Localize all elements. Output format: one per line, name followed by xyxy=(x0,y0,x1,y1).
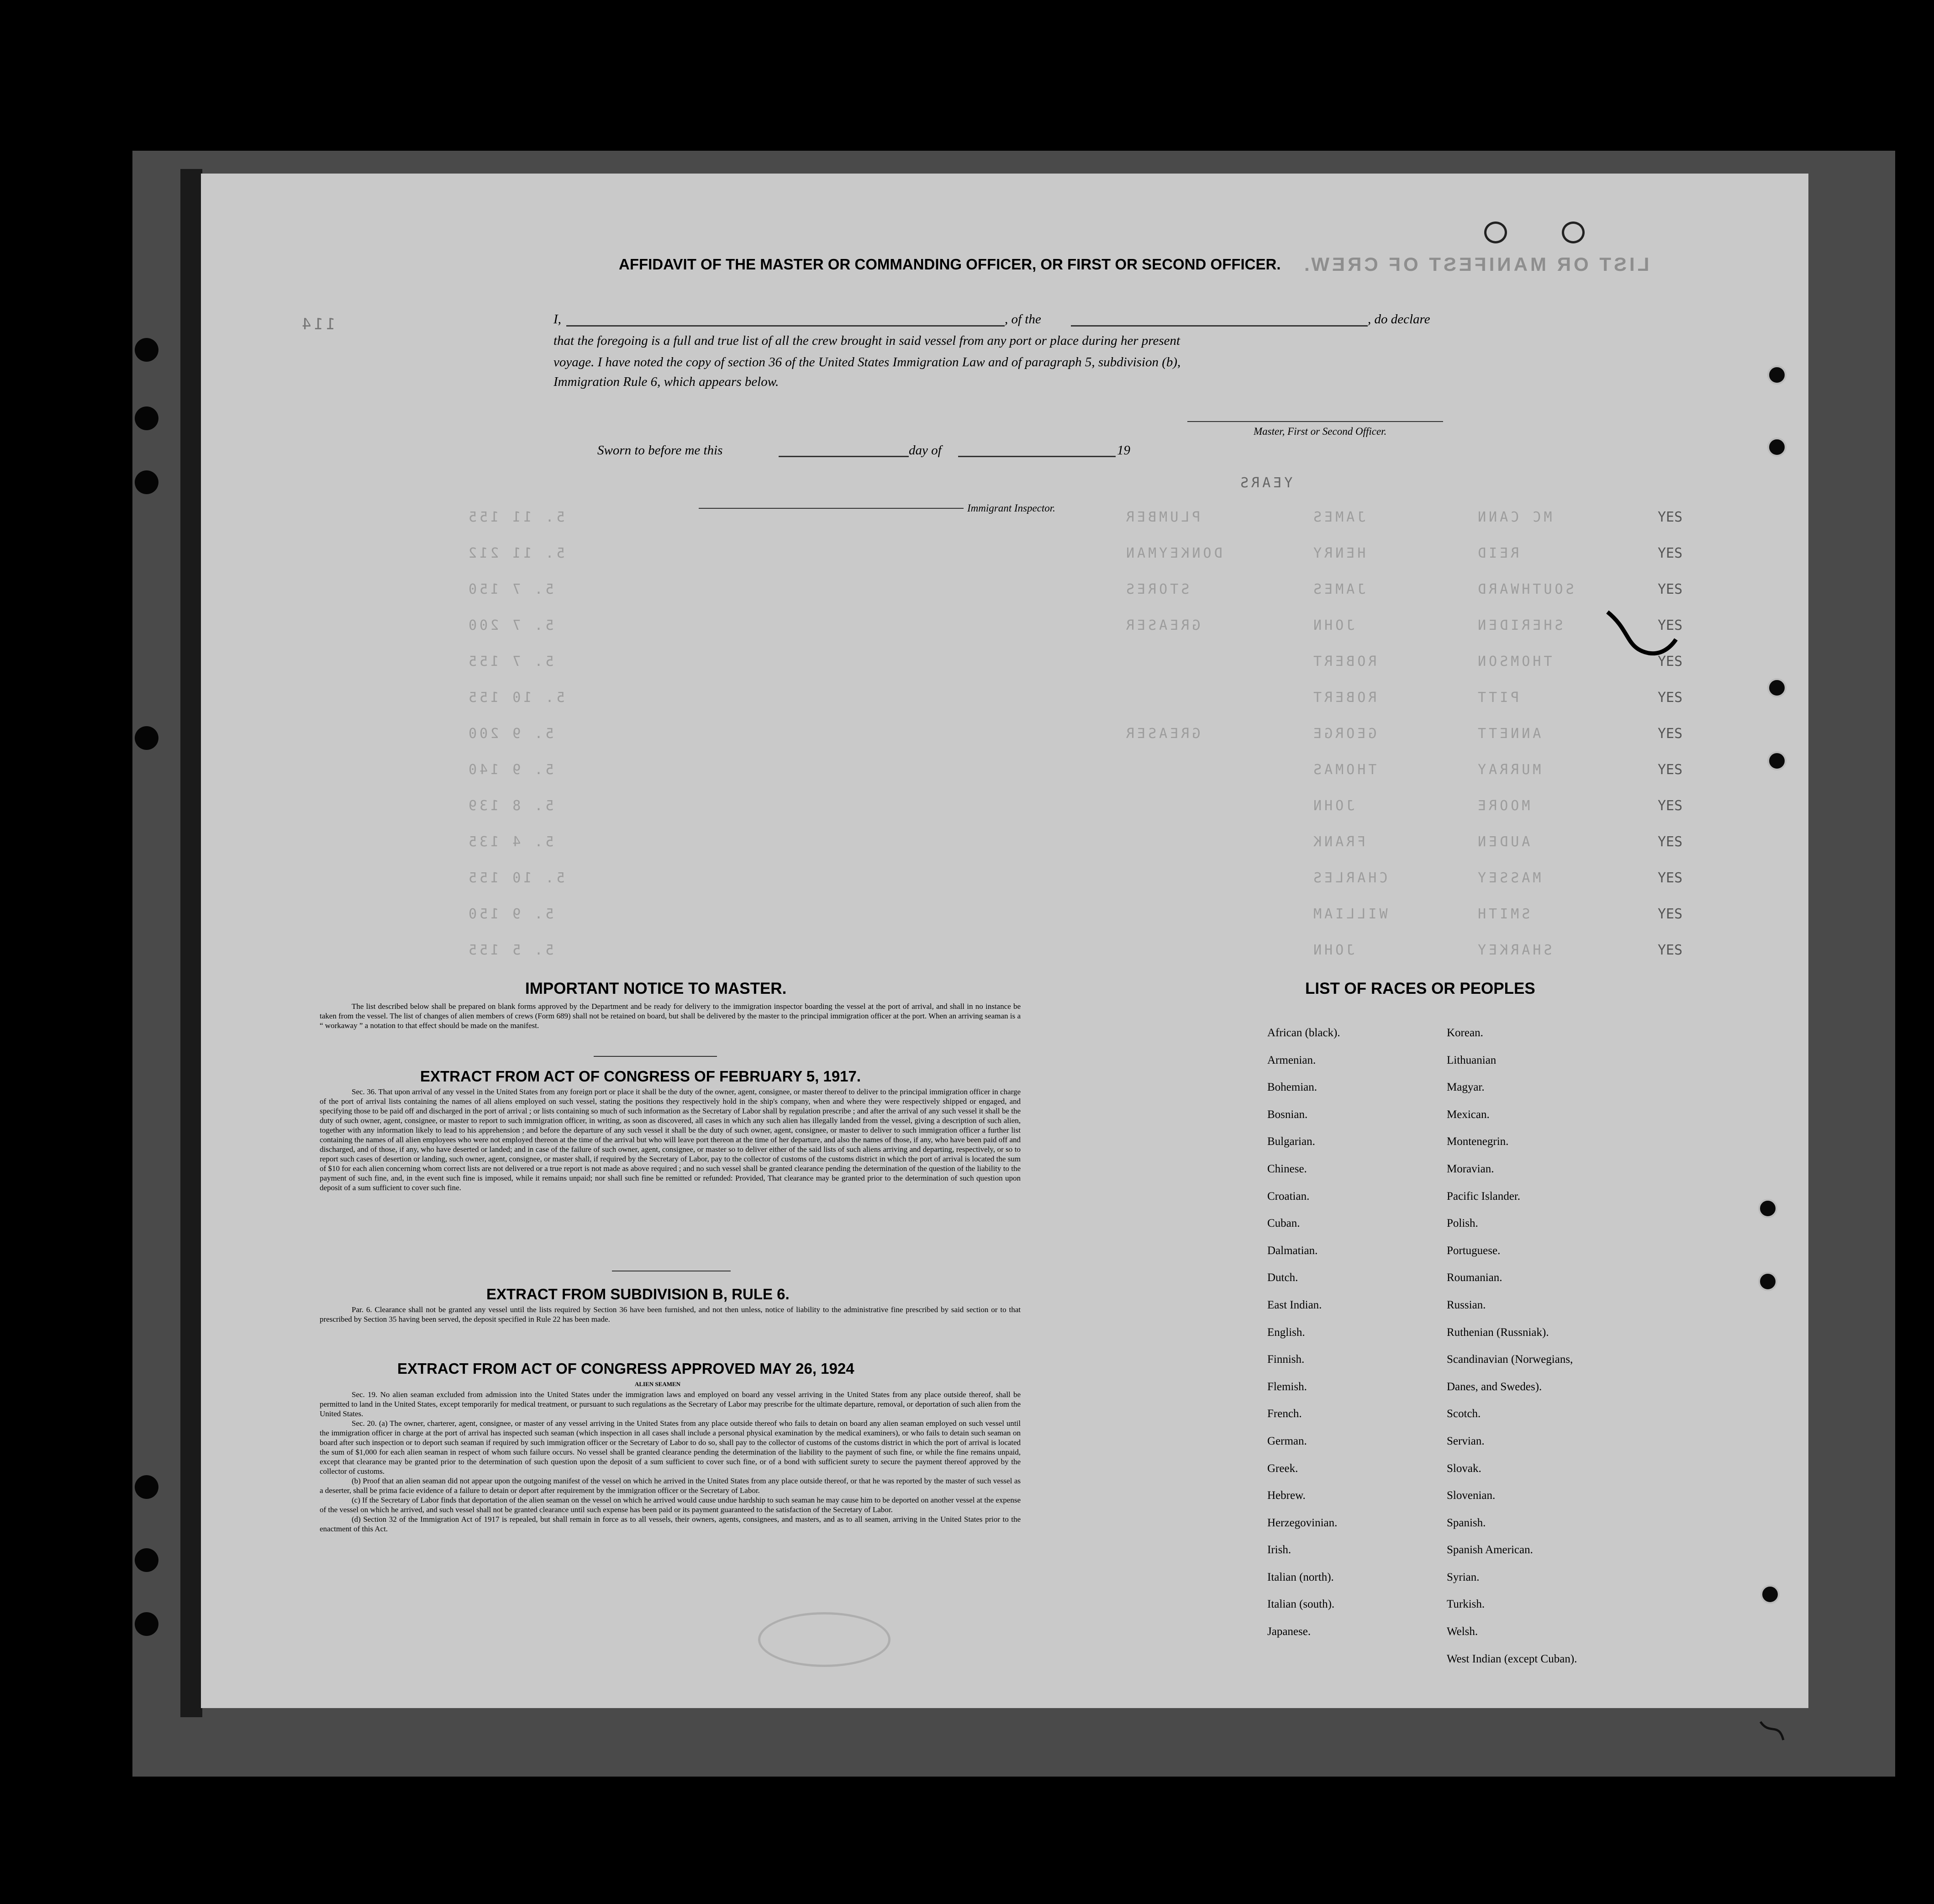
race-entry: Ruthenian (Russniak). xyxy=(1447,1326,1549,1339)
punch-hole xyxy=(1767,678,1786,697)
master-name-line[interactable] xyxy=(566,325,1005,327)
race-entry: German. xyxy=(1267,1435,1307,1447)
race-entry: Cuban. xyxy=(1267,1217,1300,1230)
bleed-yes: YES xyxy=(1658,762,1683,778)
bleed-cell: SHERIDEN xyxy=(1475,617,1563,633)
race-entry: Dutch. xyxy=(1267,1271,1298,1284)
punch-hole xyxy=(1758,1272,1777,1291)
bleed-yes: YES xyxy=(1658,654,1683,670)
bleed-cell: JAMES xyxy=(1311,581,1366,597)
bleed-cell: THOMSON xyxy=(1475,654,1552,670)
race-entry: Chinese. xyxy=(1267,1162,1307,1175)
bleed-cell: GEORGE xyxy=(1311,726,1377,742)
extract-1924-title: EXTRACT FROM ACT OF CONGRESS APPROVED MAY 26, 1924 xyxy=(397,1360,854,1377)
sec20b-paragraph: (b) Proof that an alien seaman did not appear upon the outgoing manifest of the vessel on which he arrived in the United States from any place outside thereof, or that he was reported by the master of such vessel as a deserter, shall be prima facie evidence of a failure to detain or deport after requirement by the immigration officer or the Secretary of Labor. xyxy=(320,1477,1021,1495)
binder-hole xyxy=(135,338,158,362)
bleed-yes: YES xyxy=(1658,906,1683,922)
race-entry: Spanish. xyxy=(1447,1516,1486,1529)
race-entry: Syrian. xyxy=(1447,1571,1480,1583)
race-entry: Roumanian. xyxy=(1447,1271,1502,1284)
binder-hole xyxy=(135,1548,158,1572)
signature-caption: Master, First or Second Officer. xyxy=(1254,426,1387,437)
bleed-cell: THOMAS xyxy=(1311,762,1377,778)
divider xyxy=(594,1056,717,1057)
bleed-header: LIST OR MANIFEST OF CREW. xyxy=(1302,253,1649,275)
race-entry: Moravian. xyxy=(1447,1162,1494,1175)
bleed-cell: 5. 4 135 xyxy=(466,834,554,850)
notice-body: The list described below shall be prepared on blank forms approved by the Department and be ready for delivery to the immigration inspector boarding the vessel at the port of arrival, and shall in no instance be taken from the vessel. The list of changes of alien members of crews (Form 689) shall not be retained on board, but shall be delivered by the master to the principal immigration officer at the port. When an arriving seaman is a “ workaway ” a notation to that effect should be made on the manifest. xyxy=(320,1002,1021,1030)
race-entry: Japanese. xyxy=(1267,1625,1311,1638)
bleed-yes: YES xyxy=(1658,834,1683,850)
sworn-day-line[interactable] xyxy=(779,456,909,457)
race-entry: Portuguese. xyxy=(1447,1244,1501,1257)
bleed-yes: YES xyxy=(1658,545,1683,561)
bleed-cell: REID xyxy=(1475,545,1519,561)
sec20a-paragraph: Sec. 20. (a) The owner, charterer, agent, consignee, or master of any vessel arriving in the United States from any place outside thereof who fails to detain on board any alien seaman employed on such vessel until the immigration officer in charge at the port of arrival has inspected such seaman (which inspection in all cases shall include a personal physical examination by the medical examiners), or who fails to detain such seaman on board after such inspection or to deport such seaman if required by such immigration officer or the Secretary of Labor to do so, shall pay to the collector of customs of the customs district in which the port of arrival is located the sum of $1,000 for each alien seaman in respect of whom such failure occurs. No vessel shall be granted clearance pending the determination of the liability to the payment of such fine, or while the fine remains unpaid, except that clearance may be granted prior to the determination of such question upon the deposit of a sum sufficient to cover such fine, or of a bond with sufficient surety to secure the payment thereof approved by the collector of customs. xyxy=(320,1419,1021,1476)
extract-1924-subtitle: ALIEN SEAMEN xyxy=(635,1381,681,1387)
sworn-year: 19 xyxy=(1117,443,1130,458)
race-entry: Dalmatian. xyxy=(1267,1244,1318,1257)
bleed-cell: SHARKEY xyxy=(1475,942,1552,958)
bleed-cell: AUDEN xyxy=(1475,834,1530,850)
extract-rule6-body: Par. 6. Clearance shall not be granted any vessel until the lists required by Section 36 have been furnished, and not then unless, notice of liability to the administrative fine prescribed by said section or to that prescribed by Section 35 having been served, the deposit specified in Rule 22 has been made. xyxy=(320,1305,1021,1324)
binder-hole xyxy=(135,470,158,494)
vessel-name-line[interactable] xyxy=(1071,325,1368,327)
extract-1924-body xyxy=(320,1390,1021,1534)
race-entry: Slovak. xyxy=(1447,1462,1481,1475)
handwritten-mark xyxy=(1598,603,1690,667)
binder-hole xyxy=(135,726,158,750)
punch-hole xyxy=(1767,751,1786,770)
bleed-yes: YES xyxy=(1658,942,1683,958)
bleed-yes: YES xyxy=(1658,581,1683,597)
bleed-yes: YES xyxy=(1658,690,1683,706)
affidavit-line-3: voyage. I have noted the copy of section 36 of the United States Immigration Law and of paragraph 5, subdivision (b), xyxy=(553,355,1181,369)
race-entry: Italian (north). xyxy=(1267,1571,1334,1583)
races-left-column xyxy=(1267,1027,1340,1653)
bleed-cell: MURRAY xyxy=(1475,762,1541,778)
race-entry: Servian. xyxy=(1447,1435,1485,1447)
affidavit-title: AFFIDAVIT OF THE MASTER OR COMMANDING OFFICER, OR FIRST OR SECOND OFFICER. xyxy=(619,256,1281,273)
extract-1917-body: Sec. 36. That upon arrival of any vessel in the United States from any foreign port or place it shall be the duty of the owner, agent, consignee, or master thereof to deliver to the principal immigration officer in charge of the port of arrival lists containing the names of all aliens employed on such vessel, stating the positions they respectively hold in the ship's company, when and where they were respectively shipped or engaged, and specifying those to be paid off and discharged in the port of arrival ; or lists containing so much of such information as the Secretary of Labor shall by regulation prescribe ; and after the arrival of any such vessel it shall be the duty of such owner, agent, consignee, or master to report to such immigration officer, in writing, as soon as discovered, all cases in which any such alien has illegally landed from the vessel, giving a description of such alien, together with any information likely to lead to his apprehension ; and before the departure of any such vessel it shall be the duty of such owner, agent, consignee, or master to deliver to such immigration officer a further list containing the names of all alien employees who were not employed thereon at the time of the arrival but who will leave port thereon at the time of her departure, and also the names of those, if any, who have been paid off and discharged, and of those, if any, who have deserted or landed; and in case of the failure of such owner, agent, consignee, or master so to deliver either of the said lists of such aliens arriving and departing, respectively, or so to report such cases of desertion or landing, such owner, agent, consignee, or master shall, if required by the Secretary of Labor, pay to the collector of customs of the customs district in which the port of arrival is located the sum of $10 for each alien concerning whom correct lists are not delivered or a true report is not made as above required ; and no such vessel shall be granted clearance pending the determination of the question of the liability to the payment of such fine, and, in the event such fine is imposed, while it remains unpaid; nor shall such fine be remitted or refunded: Provided, That clearance may be granted prior to the determination of such question upon deposit of a sum sufficient to cover such fine. xyxy=(320,1087,1021,1192)
bleed-cell: 5. 9 150 xyxy=(466,906,554,922)
race-entry: Bosnian. xyxy=(1267,1108,1308,1121)
bleed-cell: 5. 11 155 xyxy=(466,509,565,525)
race-entry: East Indian. xyxy=(1267,1298,1322,1311)
binder-hole xyxy=(135,1612,158,1636)
bleed-cell: WILLIAM xyxy=(1311,906,1388,922)
bleed-yes: YES xyxy=(1658,798,1683,814)
sworn-text: Sworn to before me this xyxy=(597,443,723,458)
race-entry: West Indian (except Cuban). xyxy=(1447,1652,1577,1665)
bleed-cell: ROBERT xyxy=(1311,690,1377,706)
affidavit-i: I, xyxy=(553,312,561,327)
bleed-cell: MOORE xyxy=(1475,798,1530,814)
inspector-line[interactable] xyxy=(699,508,964,509)
punch-hole xyxy=(1760,1585,1780,1604)
affidavit-of-the: , of the xyxy=(1005,312,1041,327)
affidavit-line-4: Immigration Rule 6, which appears below. xyxy=(553,374,779,389)
races-title: LIST OF RACES OR PEOPLES xyxy=(1305,980,1535,997)
extract-1917-title: EXTRACT FROM ACT OF CONGRESS OF FEBRUARY 5, 1917. xyxy=(420,1068,861,1085)
race-entry: Irish. xyxy=(1267,1544,1291,1556)
race-entry: Hebrew. xyxy=(1267,1489,1306,1502)
bleed-cell: STORES xyxy=(1123,581,1190,597)
signature-line[interactable] xyxy=(1187,421,1443,422)
faint-stamp-seal xyxy=(758,1612,891,1667)
bleed-cell: JAMES xyxy=(1311,509,1366,525)
race-entry: French. xyxy=(1267,1408,1302,1420)
bleed-cell: 5. 7 155 xyxy=(466,654,554,670)
race-entry: Finnish. xyxy=(1267,1353,1305,1366)
race-entry: Slovenian. xyxy=(1447,1489,1496,1502)
bleed-yes: YES xyxy=(1658,870,1683,886)
sec20c-paragraph: (c) If the Secretary of Labor finds that deportation of the alien seaman on the vessel on which he arrived would cause undue hardship to such seaman he may cause him to be deported on another vessel at the expense of the vessel on which he arrived, and such vessel shall not be granted clearance until such expense has been paid or its payment guaranteed to the satisfaction of the Secretary of Labor. xyxy=(320,1496,1021,1514)
notice-title: IMPORTANT NOTICE TO MASTER. xyxy=(525,980,787,997)
sec19-paragraph: Sec. 19. No alien seaman excluded from admission into the United States under the immigration laws and employed on board any vessel arriving in the United States from any place outside thereof, shall be permitted to land in the United States, except temporarily for medical treatment, or pursuant to such regulations as the Secretary of Labor may prescribe for the ultimate departure, removal, or deportation of such alien from the United States. xyxy=(320,1390,1021,1418)
races-right-column xyxy=(1447,1027,1577,1680)
race-entry: Magyar. xyxy=(1447,1081,1485,1094)
bleed-yes: YES xyxy=(1658,509,1683,525)
bleed-cell: 5. 10 155 xyxy=(466,690,565,706)
bleed-cell: 5. 8 139 xyxy=(466,798,554,814)
bleed-cell: CHARLES xyxy=(1311,870,1388,886)
binding-strip xyxy=(180,169,202,1717)
bleed-cell: 5. 5 155 xyxy=(466,942,554,958)
bleed-cell: JOHN xyxy=(1311,942,1355,958)
extract-rule6-title: EXTRACT FROM SUBDIVISION B, RULE 6. xyxy=(486,1286,790,1303)
race-entry: Russian. xyxy=(1447,1298,1486,1311)
bleed-cell: ANNETT xyxy=(1475,726,1541,742)
bleed-cell: 5. 7 150 xyxy=(466,581,554,597)
race-entry: African (black). xyxy=(1267,1027,1340,1039)
race-entry: Scotch. xyxy=(1447,1408,1481,1420)
bleed-cell: SMITH xyxy=(1475,906,1530,922)
race-entry: Greek. xyxy=(1267,1462,1298,1475)
bleed-yes: YES xyxy=(1658,726,1683,742)
inspector-caption: Immigrant Inspector. xyxy=(967,502,1055,514)
bleed-page-number: 114 xyxy=(299,315,336,333)
race-entry: Croatian. xyxy=(1267,1190,1310,1203)
race-entry: Scandinavian (Norwegians, xyxy=(1447,1353,1573,1366)
bleed-cell: 5. 9 140 xyxy=(466,762,554,778)
bleed-cell: FRANK xyxy=(1311,834,1366,850)
race-entry: Herzegovinian. xyxy=(1267,1516,1338,1529)
bleed-cell: MASSEY xyxy=(1475,870,1541,886)
handwritten-mark xyxy=(1756,1717,1792,1745)
binder-hole xyxy=(135,1475,158,1499)
race-entry: Flemish. xyxy=(1267,1380,1307,1393)
bleed-cell: JOHN xyxy=(1311,617,1355,633)
ring-mark xyxy=(1562,222,1585,243)
race-entry: Montenegrin. xyxy=(1447,1135,1509,1148)
bleed-cell: MC CANN xyxy=(1475,509,1552,525)
bleed-cell: PITT xyxy=(1475,690,1519,706)
race-entry: Italian (south). xyxy=(1267,1598,1335,1611)
punch-hole xyxy=(1767,365,1786,385)
race-entry: Bulgarian. xyxy=(1267,1135,1315,1148)
binder-hole xyxy=(135,406,158,430)
punch-hole xyxy=(1767,438,1786,457)
race-entry: Pacific Islander. xyxy=(1447,1190,1521,1203)
race-entry: Korean. xyxy=(1447,1027,1483,1039)
bleed-cell: JOHN xyxy=(1311,798,1355,814)
race-entry: Polish. xyxy=(1447,1217,1478,1230)
sec20d-paragraph: (d) Section 32 of the Immigration Act of 1917 is repealed, but shall remain in force as to all vessels, their owners, agents, consignees, and masters, and as to all seamen, arriving in the United States prior to the enactment of this Act. xyxy=(320,1515,1021,1533)
sworn-day-of: day of xyxy=(909,443,942,458)
race-entry: Spanish American. xyxy=(1447,1544,1533,1556)
bleed-yes: YES xyxy=(1658,617,1683,633)
race-entry: English. xyxy=(1267,1326,1305,1339)
bleed-cell: 5. 10 155 xyxy=(466,870,565,886)
race-entry: Bohemian. xyxy=(1267,1081,1317,1094)
sworn-month-line[interactable] xyxy=(958,456,1116,457)
bleed-cell: GREASER xyxy=(1123,617,1201,633)
bleed-cell: PLUMBER xyxy=(1123,509,1201,525)
race-entry: Armenian. xyxy=(1267,1054,1316,1066)
race-entry: Mexican. xyxy=(1447,1108,1490,1121)
punch-hole xyxy=(1758,1199,1777,1218)
affidavit-declare: , do declare xyxy=(1368,312,1430,327)
bleed-cell: HENRY xyxy=(1311,545,1366,561)
bleed-cell: 5. 9 200 xyxy=(466,726,554,742)
bleed-cell: ROBERT xyxy=(1311,654,1377,670)
race-entry: Danes, and Swedes). xyxy=(1447,1380,1542,1393)
affidavit-line-2: that the foregoing is a full and true list of all the crew brought in said vessel from any port or place during her present xyxy=(553,333,1180,348)
bleed-cell: SOUTHWARD xyxy=(1475,581,1574,597)
bleed-years: YEARS xyxy=(1238,475,1293,491)
ring-mark xyxy=(1484,222,1507,243)
race-entry: Turkish. xyxy=(1447,1598,1485,1611)
bleed-cell: 5. 7 200 xyxy=(466,617,554,633)
race-entry: Welsh. xyxy=(1447,1625,1478,1638)
bleed-cell: 5. 11 212 xyxy=(466,545,565,561)
race-entry: Lithuanian xyxy=(1447,1054,1497,1066)
bleed-cell: DONKEYMAN xyxy=(1123,545,1223,561)
bleed-cell: GREASER xyxy=(1123,726,1201,742)
